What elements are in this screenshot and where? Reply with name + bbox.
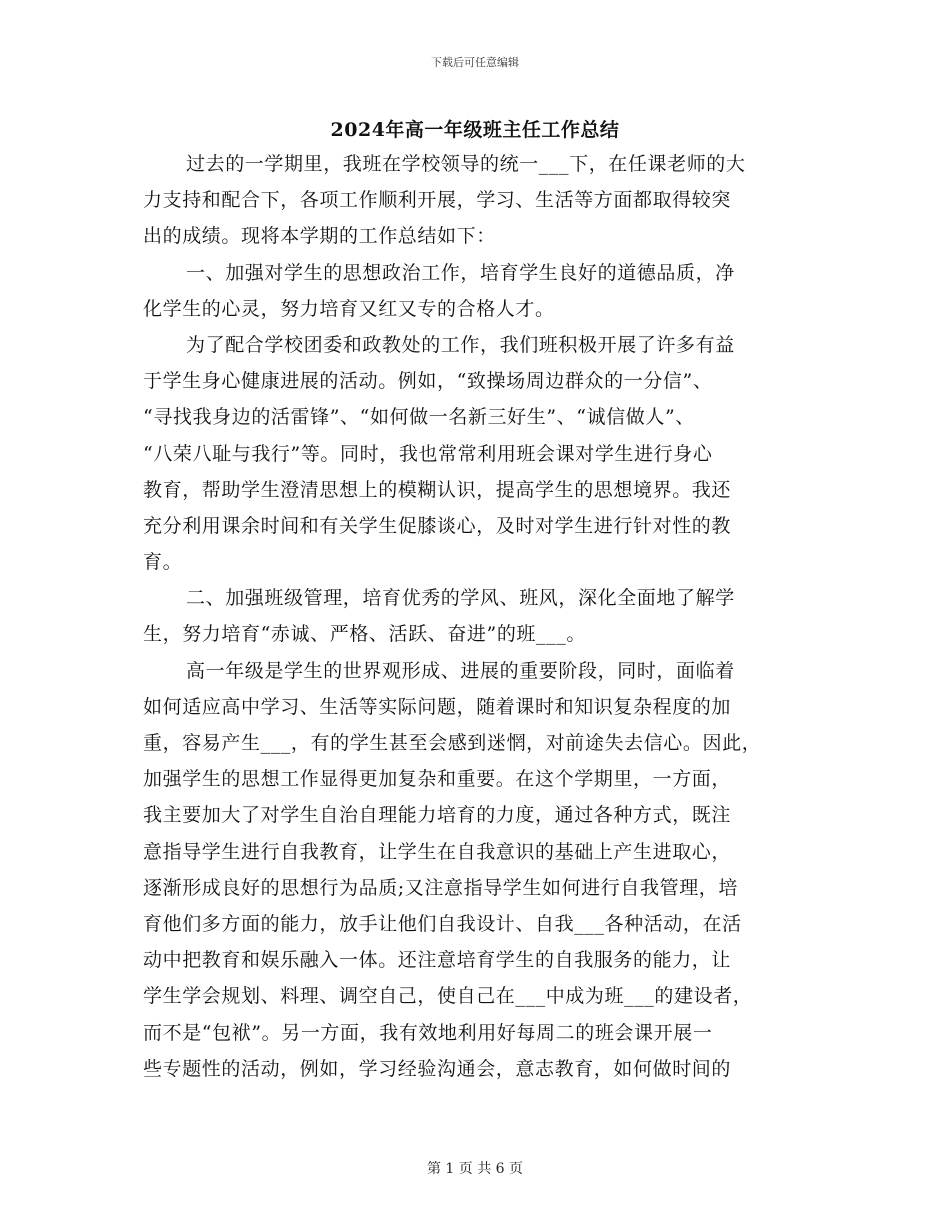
header-note: 下载后可任意编辑 [431,56,519,69]
paragraph-line: 教育，帮助学生澄清思想上的模糊认识，提高学生的思想境界。我还 [143,478,732,501]
paragraph-line: 动中把教育和娱乐融入一体。还注意培育学生的自我服务的能力，让 [143,949,732,972]
paragraph-line: 为了配合学校团委和政教处的工作，我们班积极开展了许多有益 [186,333,735,356]
paragraph-line: 意指导学生进行自我教育，让学生在自我意识的基础上产生进取心， [143,840,732,863]
paragraph-line: 学生学会规划、料理、调空自己，使自己在___中成为班___的建设者， [143,985,753,1008]
paragraph-line: 化学生的心灵，努力培育又红又专的合格人才。 [143,297,555,320]
paragraph-line: 些专题性的活动，例如，学习经验沟通会，意志教育，如何做时间的 [143,1057,732,1080]
paragraph-line: 力支持和配合下，各项工作顺利开展，学习、生活等方面都取得较突 [143,189,732,212]
paragraph-line: 逐渐形成良好的思想行为品质;又注意指导学生如何进行自我管理，培 [143,876,739,899]
paragraph-line: 充分利用课余时间和有关学生促膝谈心，及时对学生进行针对性的教 [143,514,732,537]
page-number: 第 1 页 共 6 页 [426,1161,524,1177]
paragraph-line: 二、加强班级管理，培育优秀的学风、班风，深化全面地了解学 [186,587,735,610]
paragraph-line: 生，努力培育“赤诚、严格、活跃、奋进”的班___。 [143,623,586,646]
paragraph-line: 过去的一学期里，我班在学校领导的统一___下，在任课老师的大 [186,153,746,175]
document-title: 2024年高一年级班主任工作总结 [330,119,620,141]
paragraph-line: 育。 [143,551,183,574]
paragraph-line: 出的成绩。现将本学期的工作总结如下： [143,225,496,248]
paragraph-line: 高一年级是学生的世界观形成、进展的重要阶段，同时，面临着 [186,659,735,682]
paragraph-line: 我主要加大了对学生自治自理能力培育的力度，通过各种方式，既注 [143,804,732,827]
paragraph-line: 而不是“包袱”。另一方面，我有效地利用好每周二的班会课开展一 [143,1021,713,1044]
paragraph-line: 加强学生的思想工作显得更加复杂和重要。在这个学期里，一方面， [143,768,732,791]
paragraph-line: 育他们多方面的能力，放手让他们自我设计、自我___各种活动，在活 [143,912,742,935]
paragraph-line: “寻找我身边的活雷锋”、“如何做一名新三好生”、“诚信做人”、 [143,406,695,429]
document-body [143,146,803,1087]
paragraph-line: “八荣八耻与我行”等。同时，我也常常利用班会课对学生进行身心 [143,442,713,465]
paragraph-line: 一、加强对学生的思想政治工作，培育学生良好的道德品质，净 [186,261,735,284]
paragraph-line: 重，容易产生___，有的学生甚至会感到迷惘，对前途失去信心。因此， [143,732,762,754]
paragraph-line: 如何适应高中学习、生活等实际问题，随着课时和知识复杂程度的加 [143,695,732,718]
paragraph-line: 于学生身心健康进展的活动。例如，“致操场周边群众的一分信”、 [143,370,713,393]
